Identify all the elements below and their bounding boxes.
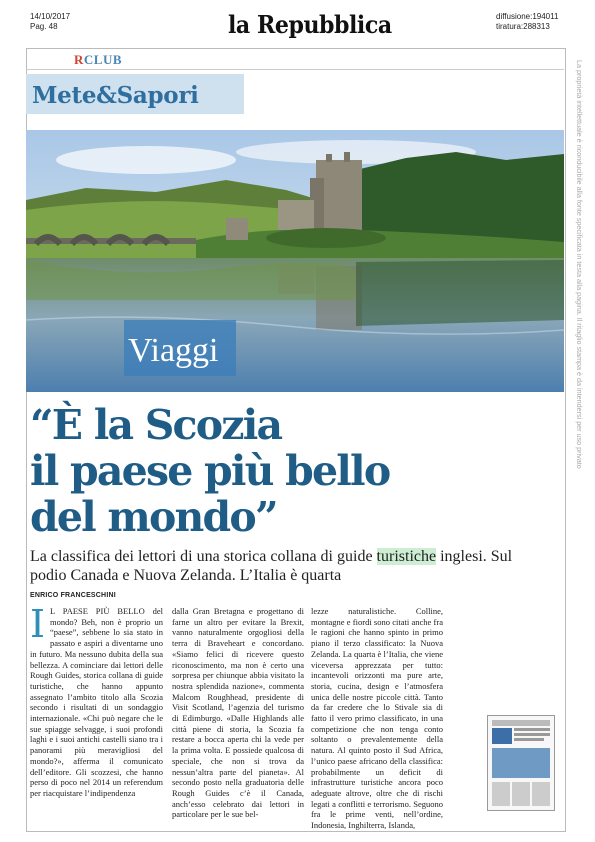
copyright-note: La proprietà intellettuale è riconducibile alla fonte specificata in testa alla pagina. Il ritaglio stampa è da intendersi per uso privato	[575, 60, 584, 469]
body-column-2	[172, 606, 304, 820]
divider	[26, 69, 564, 70]
rclub-logo	[74, 52, 122, 68]
thumbnail-preview-icon	[488, 716, 554, 810]
column-text: lezze naturalistiche. Colline, montagne e fiordi sono citati anche fra le ragioni che hanno spinto in primo piano il terzo classificato: la Nuova Zelanda. La quarta è l’Italia, che viene viceversa apprezzata per tutto: incantevoli orizzonti ma pure arte, storia, cucina, design e l’atmosfera unica delle nostre piccole città. Tanto da far credere che lo Stivale sia di fatto il vero primo classificato, in una competizione che non tenga conto soltanto o prevalentemente della natura. Al quinto posto il Sud Africa, l’unico paese africano della classifica: probabilmente un deficit di infrastrutture turistiche ancora poco adeguate altrove, oltre che di rischi legati a conflitti e terrorismo. Seguono fra le prime venti, nell’ordine, Indonesia, Inghilterra, Islanda,	[311, 606, 443, 831]
masthead: la Repubblica	[228, 10, 392, 39]
body-column-3	[311, 606, 443, 831]
subtitle-highlight: turistiche	[376, 548, 437, 565]
page-number: Pag. 48	[30, 22, 58, 31]
rclub-r: R	[74, 52, 84, 67]
tiratura: tiratura:288313	[496, 22, 550, 31]
column-text: dalla Gran Bretagna e progettano di farne un altro per evitare la Brexit, vanno naturalmente orgogliosi della terra di Braveheart e concordano. «Siamo felici di ricevere questo riconoscimento, ma non è certo una sorpresa per chiunque abbia visitato la nostra splendida nazione», commenta Malcom Roughhead, presidente di Visit Scotland, l’agenzia del turismo di Edimburgo. «Dalle Highlands alle città piene di storia, la Scozia fa restare a bocca aperta chi la vede per la prima volta. E possiede qualcosa di speciale, che non si trova da nessun’altra parte del pianeta». Al secondo posto nella graduatoria delle Rough Guides c’è il Canada, anch’esso celebrato dai lettori in particolare per le sue bel-	[172, 606, 304, 820]
headline-line: del mondo”	[30, 493, 277, 541]
subtitle-part: inglesi. Sul podio Canada e Nuova Zelanda. L’Italia è quarta	[30, 548, 513, 584]
column-text: L PAESE PIÙ BELLO del mondo? Beh, non è proprio un “paese”, sebbene lo sia stato in passato e aspiri a diventarne uno in futuro. Ma nessuno dubita della sua bellezza. A cominciare dai lettori delle Rough Guides, storica collana di guide turistiche, che hanno appunto assegnato l’ambito titolo alla Scozia secondo i risultati di un sondaggio internazionale. «Chi può negare che le sue spiagge selvagge, i suoi profondi laghi e i suoi antichi castelli siano tra i panorami più meravigliosi del mondo?», afferma il comunicato dell’editore. Gli scozzesi, che hanno perso di poco nel 2014 un referendum per riacquistare l’indipendenza	[30, 606, 163, 798]
castle-photo	[26, 130, 564, 392]
byline: ENRICO FRANCESCHINI	[30, 592, 116, 599]
drop-cap: I	[30, 602, 46, 646]
subtitle	[30, 547, 545, 585]
viaggi-label: Viaggi	[128, 332, 219, 369]
headline-line: il paese più bello	[30, 447, 390, 495]
subtitle-part: La classifica dei lettori di una storica collana di guide	[30, 548, 377, 565]
section-banner	[26, 74, 244, 114]
diffusione: diffusione:194011	[496, 12, 559, 21]
body-column-1	[30, 602, 163, 799]
page-thumbnail	[487, 715, 555, 811]
headline-line: “È la Scozia	[30, 401, 282, 449]
viaggi-tag	[124, 320, 236, 376]
castle-landscape-image	[26, 130, 564, 392]
date: 14/10/2017	[30, 12, 71, 21]
headline	[30, 402, 540, 540]
rclub-label: CLUB	[83, 52, 123, 67]
section-title: Mete&Sapori	[32, 82, 199, 109]
